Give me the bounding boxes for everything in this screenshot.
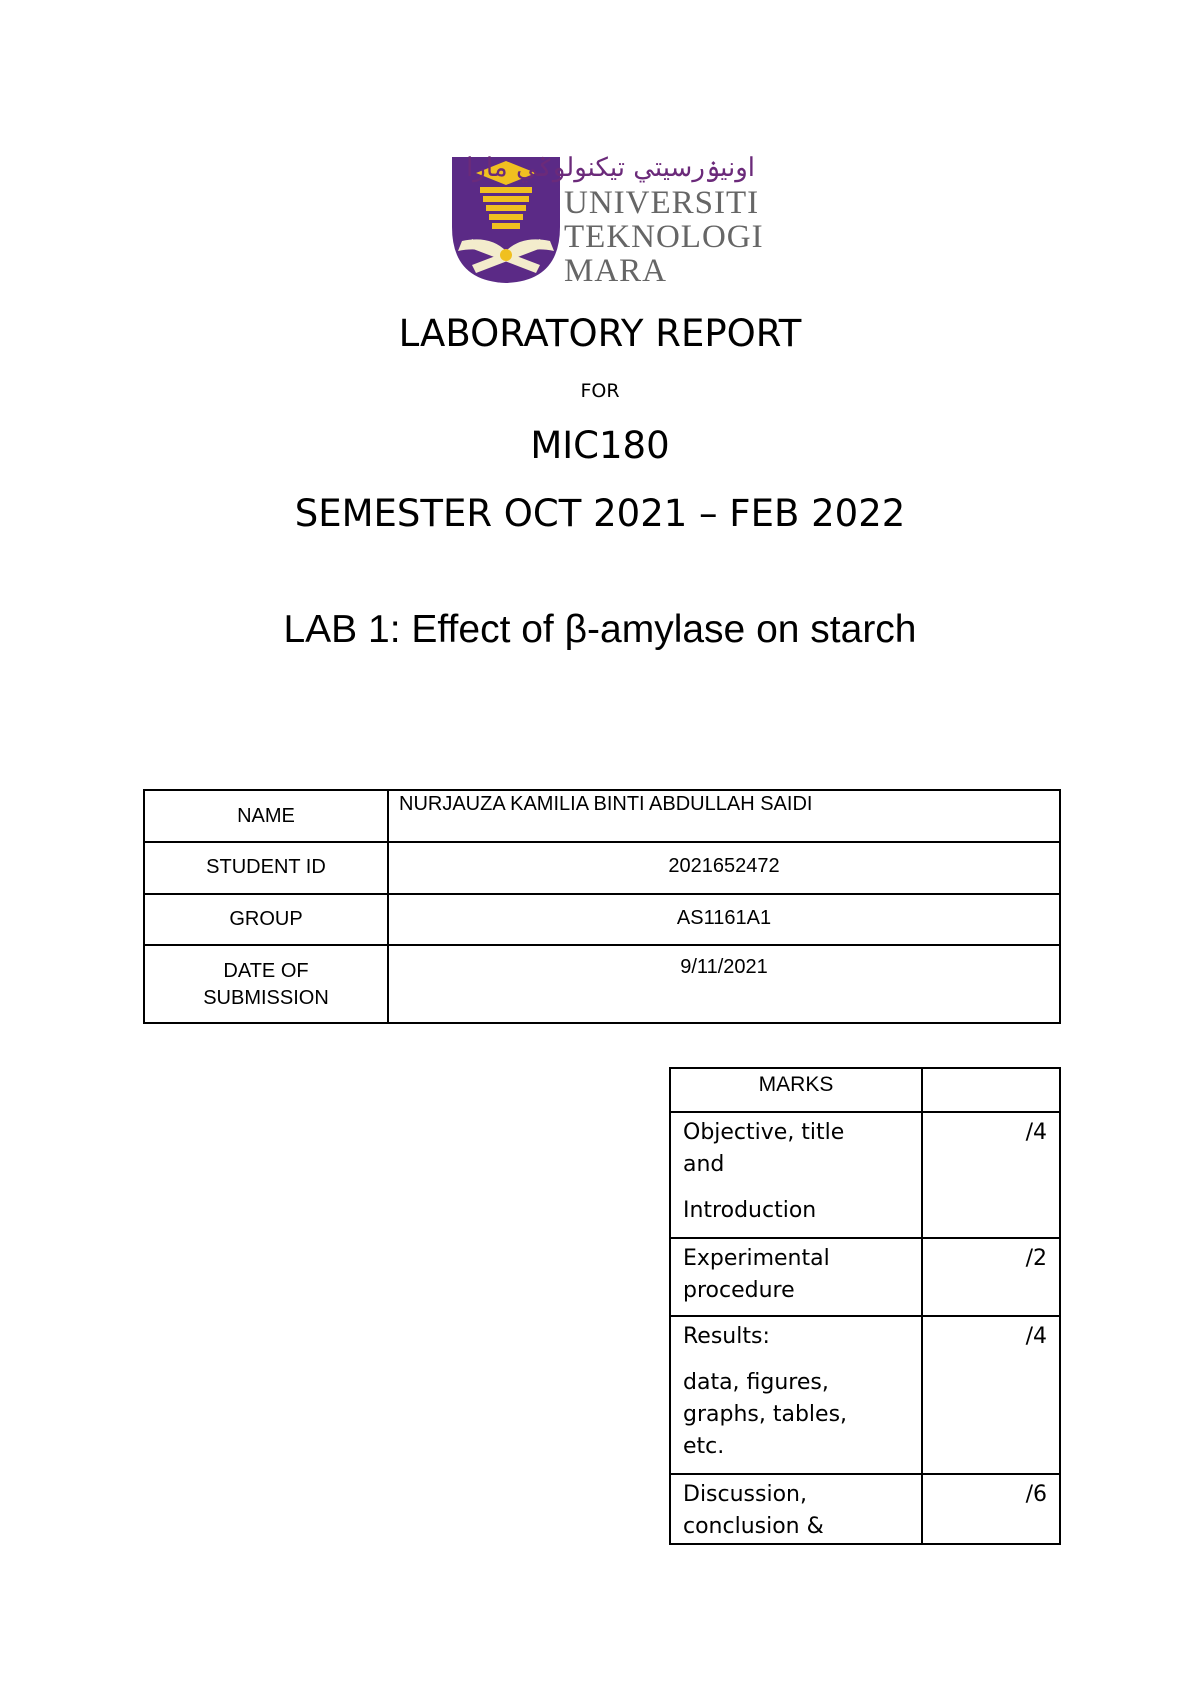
info-value-date: 9/11/2021 [388, 945, 1060, 1023]
info-label-date: DATE OF SUBMISSION [144, 945, 388, 1023]
report-for: FOR [580, 380, 620, 402]
lab-title: LAB 1: Effect of β-amylase on starch [283, 608, 917, 651]
semester: SEMESTER OCT 2021 – FEB 2022 [294, 492, 906, 535]
marks-row [670, 1238, 1060, 1316]
info-row-date [144, 945, 1060, 1023]
info-value-student-id: 2021652472 [388, 842, 1060, 894]
course-code: MIC180 [530, 424, 670, 467]
marks-header: MARKS [670, 1068, 922, 1112]
marks-criterion: Experimental procedure [670, 1238, 922, 1316]
report-title: LABORATORY REPORT [398, 312, 802, 355]
marks-score: /2 [922, 1238, 1060, 1316]
info-row-group [144, 894, 1060, 945]
info-label-student-id: STUDENT ID [144, 842, 388, 894]
info-value-name: NURJAUZA KAMILIA BINTI ABDULLAH SAIDI [388, 790, 1060, 842]
marks-row [670, 1112, 1060, 1238]
marks-header-row [670, 1068, 1060, 1112]
marks-criterion: Discussion, conclusion & [670, 1474, 922, 1544]
uitm-logo [450, 153, 764, 289]
logo-line-teknologi: TEKNOLOGI [564, 219, 764, 255]
info-row-student-id [144, 842, 1060, 894]
marks-header-empty [922, 1068, 1060, 1112]
logo-line-mara: MARA [564, 253, 668, 289]
logo-arabic-text: اونيۏرسيتي تيكنولوݢي مارا [466, 153, 755, 183]
marks-criterion: Results: data, figures, graphs, tables, etc. [670, 1316, 922, 1474]
info-label-name: NAME [144, 790, 388, 842]
marks-table [669, 1067, 1061, 1545]
marks-criterion: Objective, title and Introduction [670, 1112, 922, 1238]
info-label-group: GROUP [144, 894, 388, 945]
marks-score: /6 [922, 1474, 1060, 1544]
marks-row [670, 1474, 1060, 1544]
student-info-table [143, 789, 1061, 1024]
marks-score: /4 [922, 1316, 1060, 1474]
marks-row [670, 1316, 1060, 1474]
marks-score: /4 [922, 1112, 1060, 1238]
info-value-group: AS1161A1 [388, 894, 1060, 945]
info-row-name [144, 790, 1060, 842]
logo-line-universiti: UNIVERSITI [564, 185, 760, 221]
